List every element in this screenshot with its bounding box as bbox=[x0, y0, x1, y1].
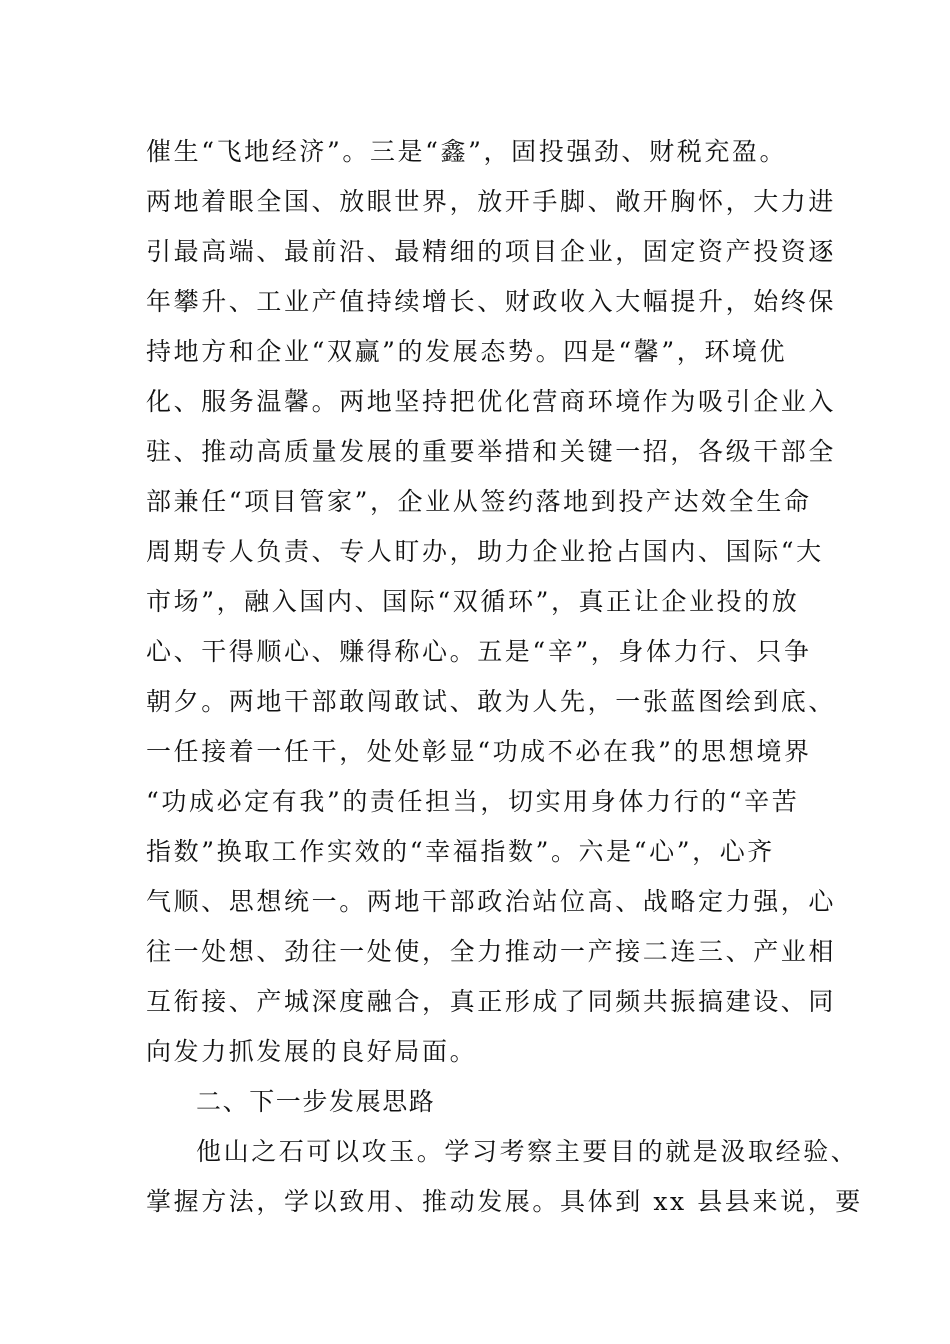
body-text-line: 驻、推动高质量发展的重要举措和关键一招，各级干部全 bbox=[146, 437, 837, 466]
body-text-line: 引最高端、最前沿、最精细的项目企业，固定资产投资逐 bbox=[146, 237, 837, 266]
body-text-line: 朝夕。两地干部敢闯敢试、敢为人先，一张蓝图绘到底、 bbox=[146, 687, 837, 716]
body-text-line: 催生“飞地经济”。三是“鑫”，固投强劲、财税充盈。 bbox=[146, 137, 788, 166]
body-text-line: 两地着眼全国、放眼世界，放开手脚、敞开胸怀，大力进 bbox=[146, 187, 837, 216]
body-text-line: 掌握方法，学以致用、推动发展。具体到 xx 县县来说，要 bbox=[146, 1187, 863, 1216]
paragraph-first-line: 他山之石可以攻玉。学习考察主要目的就是汲取经验、 bbox=[196, 1137, 859, 1166]
body-text-line: 周期专人负责、专人盯办，助力企业抢占国内、国际“大 bbox=[146, 537, 824, 566]
body-text-line: 指数”换取工作实效的“幸福指数”。六是“心”，心齐 bbox=[146, 837, 775, 866]
body-text-line: 互衔接、产城深度融合，真正形成了同频共振搞建设、同 bbox=[146, 987, 837, 1016]
body-text-line: 向发力抓发展的良好局面。 bbox=[146, 1037, 478, 1066]
section-heading: 二、下一步发展思路 bbox=[196, 1087, 436, 1116]
body-text-line: 心、干得顺心、赚得称心。五是“辛”，身体力行、只争 bbox=[146, 637, 812, 666]
body-text-line: 部兼任“项目管家”，企业从签约落地到投产达效全生命 bbox=[146, 487, 812, 516]
body-text-line: 年攀升、工业产值持续增长、财政收入大幅提升，始终保 bbox=[146, 287, 837, 316]
body-text-line: 市场”，融入国内、国际“双循环”，真正让企业投的放 bbox=[146, 587, 800, 616]
body-text-line: 持地方和企业“双赢”的发展态势。四是“馨”，环境优 bbox=[146, 337, 788, 366]
body-text-line: “功成必定有我”的责任担当，切实用身体力行的“辛苦 bbox=[146, 787, 800, 816]
body-text-line: 一任接着一任干，处处彰显“功成不必在我”的思想境界 bbox=[146, 737, 812, 766]
body-text-line: 化、服务温馨。两地坚持把优化营商环境作为吸引企业入 bbox=[146, 387, 837, 416]
body-text-line: 往一处想、劲往一处使，全力推动一产接二连三、产业相 bbox=[146, 937, 837, 966]
body-text-line: 气顺、思想统一。两地干部政治站位高、战略定力强，心 bbox=[146, 887, 837, 916]
